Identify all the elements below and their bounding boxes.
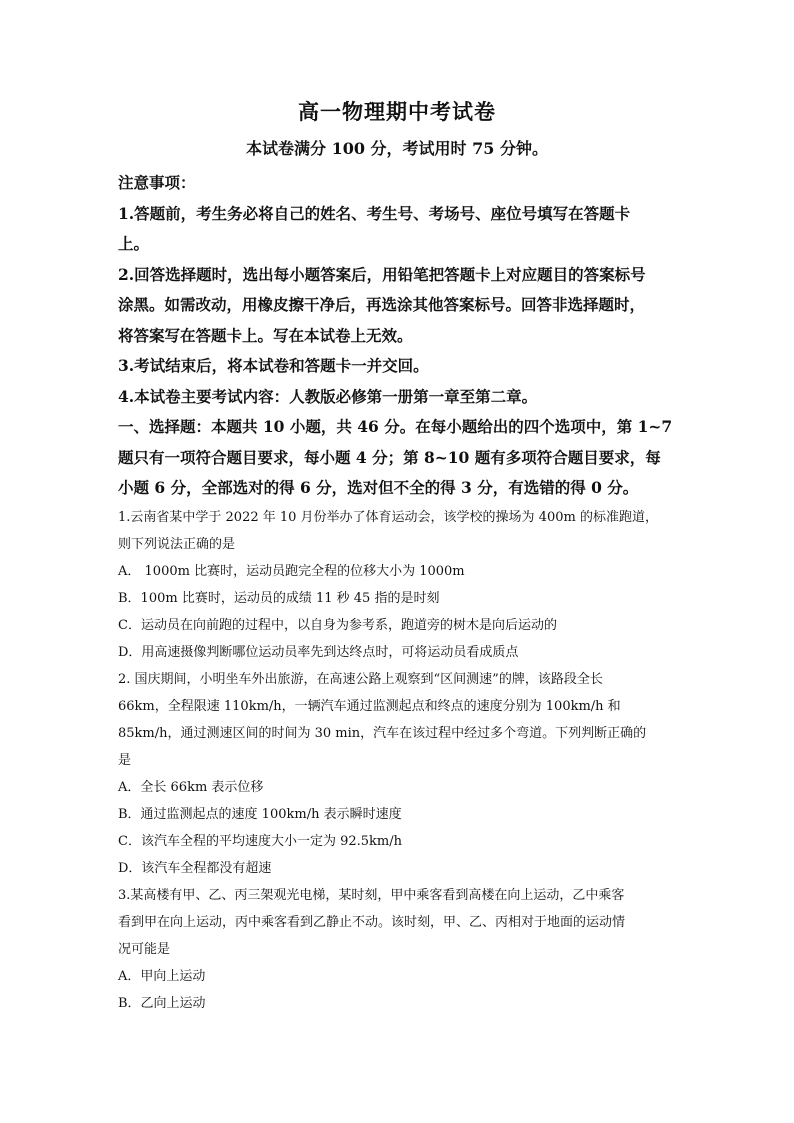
question-stem: 66km，全程限速 110km/h，一辆汽车通过监测起点和终点的速度分别为 100km/h 和	[118, 698, 621, 714]
notice-line: 上。	[118, 234, 150, 253]
notice-heading: 注意事项：	[118, 173, 196, 192]
question-option: C．运动员在向前跑的过程中，以自身为参考系，跑道旁的树木是向后运动的	[118, 617, 557, 633]
notice-line: 4.本试卷主要考试内容：人教版必修第一册第一章至第二章。	[118, 386, 538, 406]
question-stem: 看到甲在向上运动，丙中乘客看到乙静止不动。该时刻，甲、乙、丙相对于地面的运动情	[118, 914, 626, 930]
question-option: A．甲向上运动	[118, 968, 206, 984]
page-subtitle: 本试卷满分 100 分，考试用时 75 分钟。	[246, 139, 548, 158]
question-option: B．100m 比赛时，运动员的成绩 11 秒 45 指的是时刻	[118, 590, 440, 606]
question-option: A．全长 66km 表示位移	[118, 779, 264, 795]
question-stem: 1.云南省某中学于 2022 年 10 月份举办了体育运动会，该学校的操场为 400m 的标准跑道，	[118, 509, 658, 525]
question-option: D．该汽车全程都没有超速	[118, 860, 272, 876]
question-stem: 3.某高楼有甲、乙、丙三架观光电梯，某时刻，甲中乘客看到高楼在向上运动，乙中乘客	[118, 887, 625, 903]
question-2	[118, 666, 678, 882]
question-stem: 85km/h，通过测速区间的时间为 30 min，汽车在该过程中经过多个弯道。下列判断正确的	[118, 725, 647, 741]
question-option: B．通过监测起点的速度 100km/h 表示瞬时速度	[118, 806, 402, 822]
section-instructions: 小题 6 分，全部选对的得 6 分，选对但不全的得 3 分，有选错的得 0 分。	[118, 478, 639, 497]
section-instructions: 一、选择题：本题共 10 小题，共 46 分。在每小题给出的四个选项中，第 1~7	[118, 417, 673, 436]
question-3	[118, 882, 678, 1017]
section-instructions: 题只有一项符合题目要求，每小题 4 分；第 8~10 题有多项符合题目要求，每	[118, 447, 661, 467]
question-option: D．用高速摄像判断哪位运动员率先到达终点时，可将运动员看成质点	[118, 644, 519, 660]
notice-line: 1.答题前，考生务必将自己的姓名、考生号、考场号、座位号填写在答题卡	[118, 203, 631, 223]
question-option: B．乙向上运动	[118, 995, 206, 1011]
page-title: 高一物理期中考试卷	[298, 99, 496, 124]
question-stem: 则下列说法正确的是	[118, 536, 236, 552]
exam-content	[118, 168, 678, 1017]
notice-line: 将答案写在答题卡上。写在本试卷上无效。	[118, 325, 413, 345]
question-1	[118, 504, 678, 666]
question-option: A． 1000m 比赛时，运动员跑完全程的位移大小为 1000m	[118, 563, 465, 579]
notice-line: 涂黑。如需改动，用橡皮擦干净后，再选涂其他答案标号。回答非选择题时，	[118, 295, 646, 314]
question-stem: 是	[118, 752, 132, 768]
question-option: C．该汽车全程的平均速度大小一定为 92.5km/h	[118, 833, 402, 849]
question-stem: 2. 国庆期间，小明坐车外出旅游，在高速公路上观察到“区间测速”的牌，该路段全长	[118, 671, 603, 687]
notice-line: 3.考试结束后，将本试卷和答题卡一并交回。	[118, 356, 429, 375]
question-stem: 况可能是	[118, 941, 171, 957]
notice-line: 2.回答选择题时，选出每小题答案后，用铅笔把答题卡上对应题目的答案标号	[118, 264, 646, 284]
